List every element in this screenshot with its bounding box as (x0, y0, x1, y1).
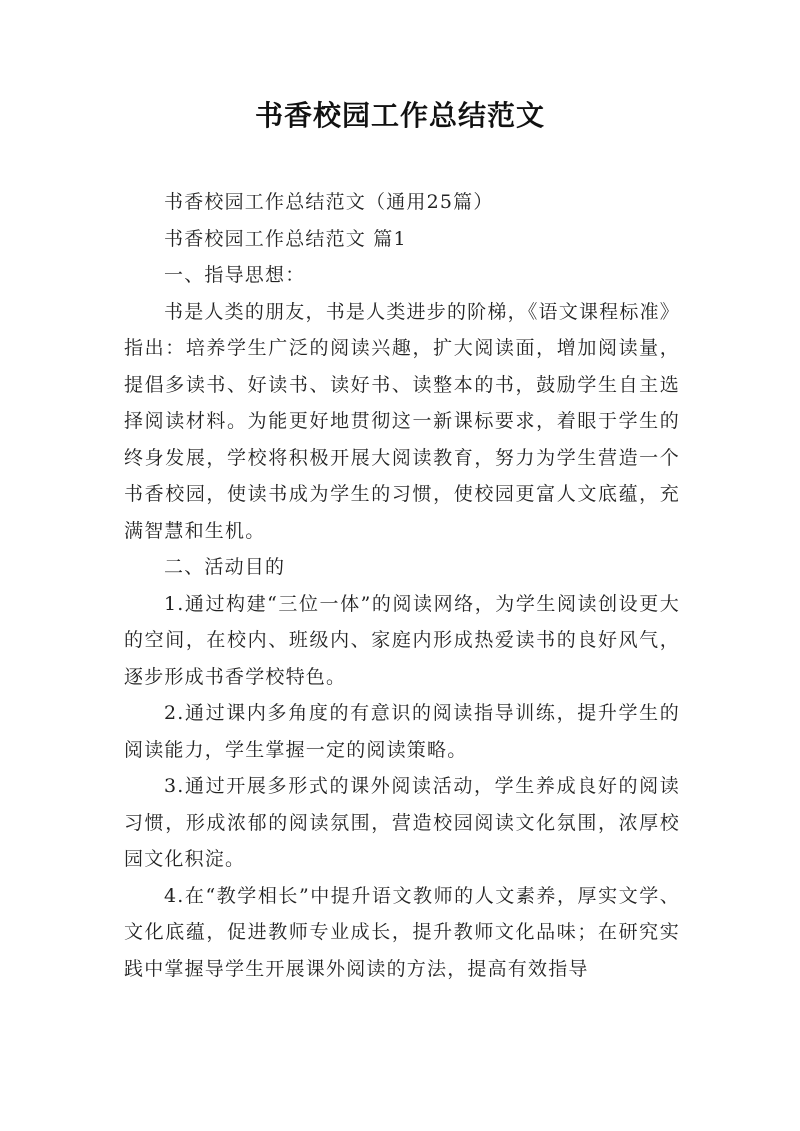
paragraph-heading-guiding-thought: 一、指导思想： (164, 264, 306, 286)
paragraph-subtitle: 书香校园工作总结范文（通用25篇） (164, 191, 494, 213)
document-title: 书香校园工作总结范文 (254, 99, 545, 132)
paragraph-guiding-thought: 书是人类的朋友，书是人类进步的阶梯，《语文课程标准》指出：培养学生广泛的阅读兴趣，扩大阅读面，增加阅读量，提倡多读书、好读书、读好书、读整本的书，鼓励学生自主选择阅读材料。为能更好地贯彻这一新课标要求，着眼于学生的终身发展，学校将积极开展大阅读教育，努力为学生营造一个书香校园，使读书成为学生的习惯，使校园更富人文底蕴，充满智慧和生机。 (124, 300, 680, 542)
paragraph-section-heading: 书香校园工作总结范文 篇1 (164, 227, 407, 250)
paragraph-goal-1: 1.通过构建“三位一体”的阅读网络，为学生阅读创设更大的空间，在校内、班级内、家庭内形成热爱读书的良好风气，逐步形成书香学校特色。 (124, 592, 680, 688)
document-body (124, 184, 680, 987)
paragraph-goal-4: 4.在“教学相长”中提升语文教师的人文素养，厚实文学、文化底蕴，促进教师专业成长，提升教师文化品味；在研究实践中掌握导学生开展课外阅读的方法，提高有效指导 (124, 884, 680, 980)
paragraph-goal-3: 3.通过开展多形式的课外阅读活动，学生养成良好的阅读习惯，形成浓郁的阅读氛围，营造校园阅读文化氛围，浓厚校园文化积淀。 (124, 775, 680, 870)
paragraph-heading-activity-goal: 二、活动目的 (164, 556, 286, 578)
paragraph-goal-2: 2.通过课内多角度的有意识的阅读指导训练，提升学生的阅读能力，学生掌握一定的阅读策略。 (124, 702, 680, 761)
